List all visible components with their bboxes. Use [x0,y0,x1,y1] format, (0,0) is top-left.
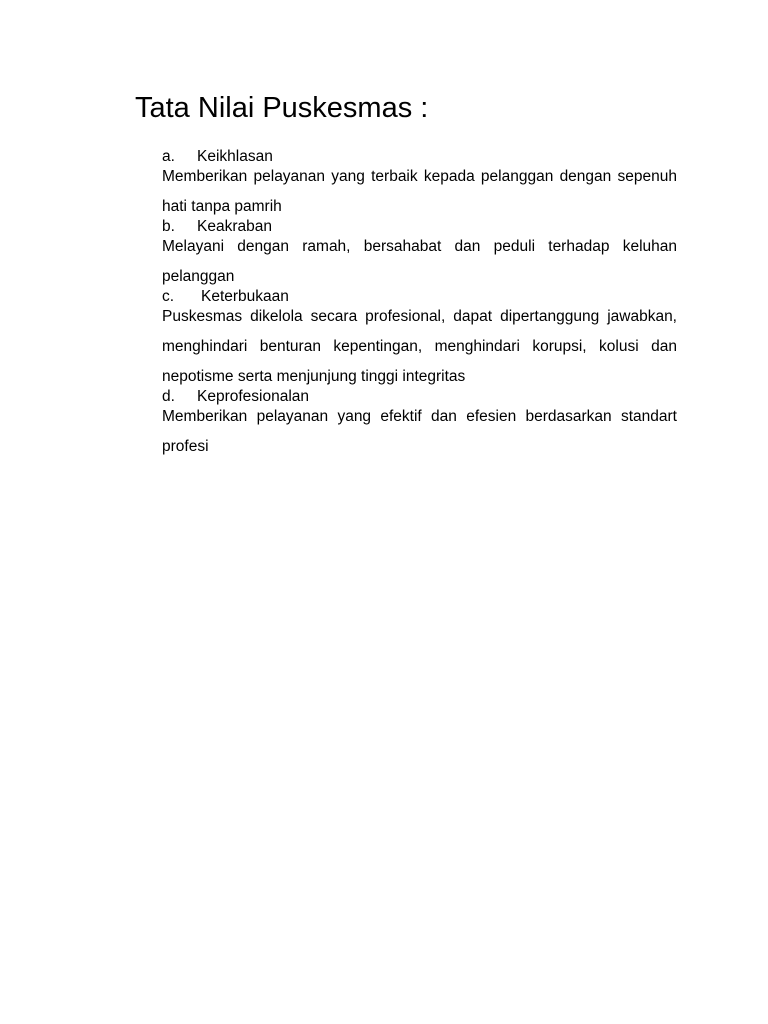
item-description: Puskesmas dikelola secara profesional, dapat dipertanggung jawabkan, menghindari benturan kepentingan, menghindari korupsi, kolusi dan nepotisme serta menjunjung tinggi integritas [162,308,677,385]
item-letter: b. [162,218,175,235]
item-letter: c. [162,288,175,305]
item-heading: Keikhlasan [197,148,273,165]
page-title: Tata Nilai Puskesmas : [135,92,429,124]
item-description: Memberikan pelayanan yang efektif dan efesien berdasarkan standart profesi [162,408,677,455]
item-heading: Keterbukaan [201,288,289,305]
item-description: Memberikan pelayanan yang terbaik kepada pelanggan dengan sepenuh hati tanpa pamrih [162,168,677,215]
list-item [162,387,677,462]
list-item [162,147,677,222]
item-description: Melayani dengan ramah, bersahabat dan peduli terhadap keluhan pelanggan [162,238,677,285]
list-item [162,287,677,392]
item-heading: Keprofesionalan [197,388,310,405]
item-letter: a. [162,148,175,165]
list-item [162,217,677,292]
item-heading: Keakraban [197,218,272,235]
item-letter: d. [162,388,175,405]
values-list [162,147,677,457]
